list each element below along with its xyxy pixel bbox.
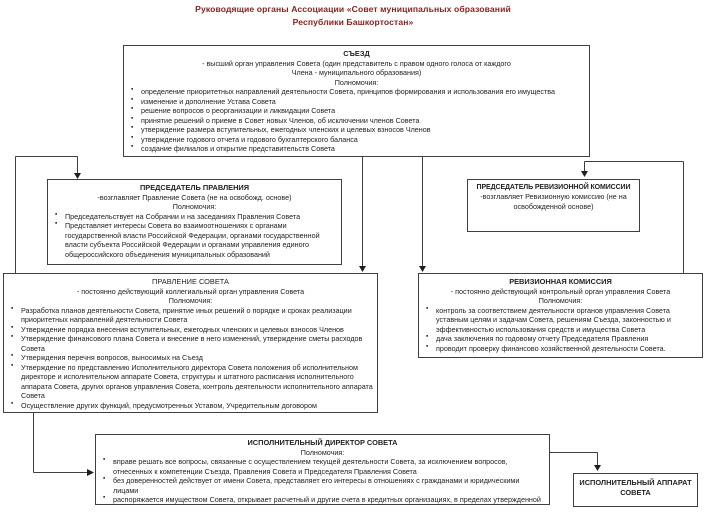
audit-box <box>418 273 703 358</box>
exec-director-box <box>95 434 550 505</box>
chairman-audit-title: ПРЕДСЕДАТЕЛЬ РЕВИЗИОННОЙ КОМИССИИ <box>476 184 631 191</box>
audit-title: РЕВИЗИОННАЯ КОМИССИЯ <box>509 277 612 286</box>
desc-line: -возглавляет Ревизионную комиссию (не на <box>480 192 627 202</box>
bullet-item: ▪ решение вопросов о реорганизации и ликвидации Совета <box>128 106 585 116</box>
arrowhead-down <box>594 465 601 471</box>
szezd-title: СЪЕЗД <box>343 49 370 58</box>
desc-line: - постоянно действующий коллегиальный орган управления Совета <box>76 286 305 296</box>
exec-apparatus-box <box>573 473 698 507</box>
bullet-item: ▪ Представляет интересы Совета во взаимоотношениях с органами государственной власти Российской Федерации, органами государственной власти субъекта Российской Федерации и органами управления единого общероссийского объединения муниципальных образований <box>52 221 337 259</box>
bullet-item: ▪ Утверждения перечня вопросов, выносимых на Съезд <box>8 353 373 363</box>
board-bullets <box>8 306 373 411</box>
chairman-audit-description <box>472 192 635 211</box>
bullet-item: ▪ утверждение годового отчета и годового бухгалтерского баланса <box>128 135 585 145</box>
bullet-item: ▪ без доверенностей действует от имени Совета, представляет его интересы в отношениях с гражданами и юридическими лицами <box>100 476 545 495</box>
bullet-item: ▪ распоряжается имуществом Совета, открывает расчетный и другие счета в кредитных организациях, в пределах утвержденной <box>100 495 545 505</box>
chairman-board-description <box>52 193 337 212</box>
szezd-box <box>123 45 590 157</box>
exec-director-title: ИСПОЛНИТЕЛЬНЫЙ ДИРЕКТОР СОВЕТА <box>247 438 398 447</box>
bullet-item: ▪ Утверждение по представлению Исполнительного директора Совета положения об исполнительном директоре и исполнительном аппарате Совета, структуры и штатного расписания исполнительного аппарата Совета, других органов управления Совета, контроль деятельности исполнительного аппарата Совета <box>8 363 373 401</box>
connector-board-to-exec-director <box>34 413 95 476</box>
audit-description <box>423 287 698 306</box>
desc-line: -возглавляет Правление Совета (не на освобожд. основе) <box>97 192 292 202</box>
chairman-board-box <box>47 179 342 265</box>
bullet-item: ▪ определение приоритетных направлений деятельности Совета, принципов формирования и использования его имущества <box>128 87 585 97</box>
chairman-board-bullets <box>52 212 337 260</box>
bullet-item: ▪ Утверждение порядка внесения вступительных, ежегодных членских и целевых взносов Членов <box>8 325 373 335</box>
szezd-bullets <box>128 87 585 154</box>
bullet-item: ▪ Осуществление других функций, предусмотренных Уставом, Учредительным договором <box>8 401 373 411</box>
title-line: ИСПОЛНИТЕЛЬНЫЙ АППАРАТ <box>579 478 692 487</box>
bullet-item: ▪ утверждение размера вступительных, ежегодных членских и целевых взносов Членов <box>128 125 585 135</box>
desc-line: Полномочия: <box>172 202 217 212</box>
desc-line: Полномочия: <box>334 77 379 87</box>
desc-line: Полномочия: <box>168 296 213 306</box>
exec-director-bullets <box>100 457 545 505</box>
bullet-item: ▪ Утверждение финансового плана Совета и внесение в него изменений, утверждение сметы расходов Совета <box>8 334 373 353</box>
exec-apparatus-title <box>578 478 693 498</box>
page-title-line-2: Республики Башкортостан» <box>292 16 414 27</box>
title-line: СОВЕТА <box>620 487 651 497</box>
chairman-audit-box <box>467 179 640 232</box>
desc-line: освобожденной основе) <box>513 201 594 211</box>
page-title-line-1: Руководящие органы Ассоциации «Совет муниципальных образований <box>195 4 511 14</box>
connector-exec-director-to-apparatus <box>550 453 601 472</box>
bullet-item: ▪ проводит проверку финансово хозяйственной деятельности Совета. <box>423 344 698 354</box>
page-title <box>0 3 706 28</box>
bullet-item: ▪ Председательствует на Собрании и на заседаниях Правления Совета <box>52 212 337 222</box>
bullet-item: ▪ вправе решать все вопросы, связанные с осуществлением текущей деятельности Совета, за исключением вопросов, отнесенных к компетенции Съезда, Правления Совета и Председателя Правления Совета <box>100 457 545 476</box>
szezd-description <box>128 59 585 88</box>
desc-line: Полномочия: <box>538 296 583 306</box>
arrowhead-down <box>359 266 366 272</box>
desc-line: - постоянно действующий контрольный орган управления Совета <box>450 286 671 296</box>
connector-szezd-to-board <box>359 157 366 272</box>
exec-director-description <box>100 448 545 458</box>
arrowhead-down <box>419 266 426 272</box>
bullet-item: ▪ дача заключения по годовому отчету Председателя Правления <box>423 334 698 344</box>
bullet-item: ▪ создание филиалов и открытие представительств Совета <box>128 144 585 154</box>
bullet-item: ▪ контроль за соответствием деятельности органов управления Совета уставным целям и задачам Совета, решениям Съезда, законностью и эффективностью использования средств и имущества Совета <box>423 306 698 335</box>
board-title: ПРАВЛЕНИЕ СОВЕТА <box>152 277 229 286</box>
bullet-item: ▪ изменение и дополнение Устава Совета <box>128 97 585 107</box>
bullet-item: ▪ Разработка планов деятельности Совета, принятие иных решений о порядке и сроках реализации приоритетных направлений деятельности Совета <box>8 306 373 325</box>
bullet-item: ▪ принятие решений о приеме в Совет новых Членов, об исключении членов Совета <box>128 116 585 126</box>
arrowhead-down <box>581 171 588 177</box>
chairman-board-title: ПРЕДСЕДАТЕЛЬ ПРАВЛЕНИЯ <box>139 183 250 192</box>
board-description <box>8 287 373 306</box>
board-box <box>3 273 378 413</box>
arrowhead-right <box>87 469 94 476</box>
connector-szezd-to-audit <box>419 157 426 272</box>
desc-line: Полномочия: <box>300 447 345 457</box>
desc-line: Члена - муниципального образования) <box>291 68 422 78</box>
audit-bullets <box>423 306 698 354</box>
desc-line: - высший орган управления Совета (один представитель с правом одного голоса от каждого <box>202 58 511 68</box>
